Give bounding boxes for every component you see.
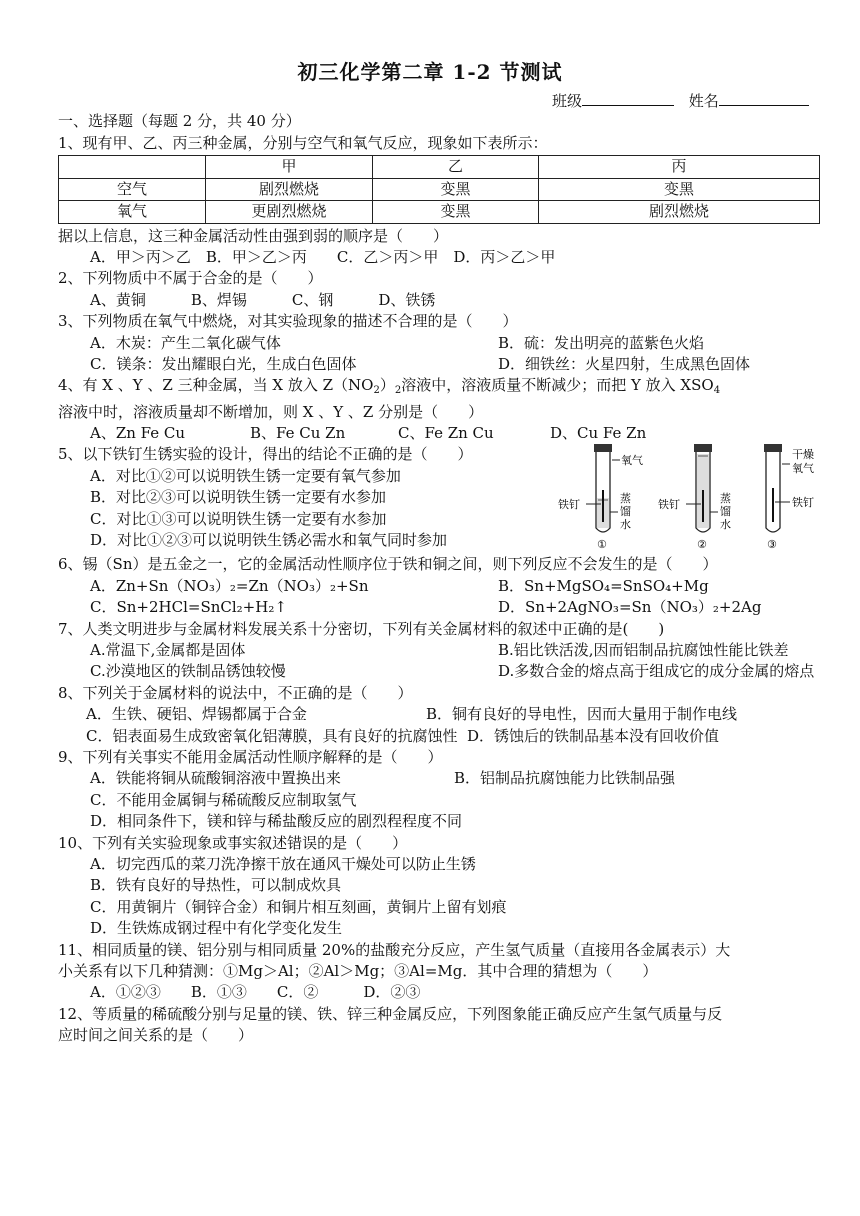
q3-option-b: B．硫：发出明亮的蓝紫色火焰 xyxy=(498,333,705,352)
q4-stem-part2: ） xyxy=(379,376,395,395)
q2-options: A、黄铜 B、焊锡 C、钢 D、铁锈 xyxy=(90,290,436,309)
q7-option-b: B.铝比铁活泼,因而铝制品抗腐蚀性能比铁差 xyxy=(498,640,789,659)
q5-option-b: B．对比②③可以说明铁生锈一定要有水参加 xyxy=(90,488,387,507)
table-cell: 变黑 xyxy=(373,201,539,223)
q5-option-a: A．对比①②可以说明铁生锈一定要有氧气参加 xyxy=(90,466,401,485)
table-cell: 剧烈燃烧 xyxy=(539,201,820,223)
q3-stem: 3、下列物质在氧气中燃烧，对其实验现象的描述不合理的是（ ） xyxy=(58,312,518,331)
q3-options-row1 xyxy=(58,333,828,354)
table-cell: 乙 xyxy=(373,156,539,178)
q8-stem: 8、下列关于金属材料的说法中，不正确的是（ ） xyxy=(58,683,413,702)
q8-options-row2 xyxy=(58,726,828,747)
q7-options-row2 xyxy=(58,661,828,682)
q8-options-row1 xyxy=(58,704,828,725)
q10-stem: 10、下列有关实验现象或事实叙述错误的是（ ） xyxy=(58,833,408,852)
q5-block xyxy=(58,444,828,554)
table-cell: 丙 xyxy=(539,156,820,178)
label-nail-1: 铁钉 xyxy=(558,498,580,512)
q9-option-b: B．铝制品抗腐蚀能力比铁制品强 xyxy=(454,769,676,788)
q6-option-a: A．Zn+Sn（NO₃）₂=Zn（NO₃）₂+Sn xyxy=(90,576,369,595)
table-row xyxy=(59,201,820,223)
label-nail-3: 铁钉 xyxy=(792,496,814,510)
q10-option-a: A．切完西瓜的菜刀洗净擦干放在通风干燥处可以防止生锈 xyxy=(90,854,476,873)
rust-experiment-figure xyxy=(558,440,828,552)
q10-option-c: C．用黄铜片（铜锌合金）和铜片相互刻画，黄铜片上留有划痕 xyxy=(90,897,507,916)
label-water-2b: 馏 xyxy=(720,505,731,519)
q7-option-c: C.沙漠地区的铁制品锈蚀较慢 xyxy=(90,662,286,681)
q9-option-c: C．不能用金属铜与稀硫酸反应制取氢气 xyxy=(90,790,357,809)
q9-option-d: D．相同条件下，镁和锌与稀盐酸反应的剧烈程程度不同 xyxy=(90,812,463,831)
name-blank[interactable] xyxy=(719,91,809,106)
label-water-1c: 水 xyxy=(620,518,631,532)
q12-stem-line2: 应时间之间关系的是（ ） xyxy=(58,1026,254,1045)
q4-option-c: C、Fe Zn Cu xyxy=(398,424,494,443)
q3-option-a: A．木炭：产生二氧化碳气体 xyxy=(90,333,281,352)
q5-option-d: D．对比①②③可以说明铁生锈必需水和氧气同时参加 xyxy=(90,530,448,549)
q11-stem-line1: 11、相同质量的镁、铝分别与相同质量 20%的盐酸充分反应，产生氢气质量（直接用各金属表示）大 xyxy=(58,940,731,959)
student-info xyxy=(552,90,809,111)
test-tube-3 xyxy=(764,444,814,551)
q8-option-b: B．铜有良好的导电性，因而大量用于制作电线 xyxy=(426,705,738,724)
q2-stem: 2、下列物质中不属于合金的是（ ） xyxy=(58,269,323,288)
q1-options: A．甲＞丙＞乙 B．甲＞乙＞丙 C．乙＞丙＞甲 D．丙＞乙＞甲 xyxy=(90,248,556,267)
q4-stem-line1: 4、有 X 、Y 、Z 三种金属，当 X 放入 $Z(NO_2)_2$溶液中，溶液质量不断减少；而把 Y 放入 $XSO_4$ xyxy=(58,376,721,397)
name-label: 姓名 xyxy=(688,92,719,110)
q10-option-b: B．铁有良好的导热性，可以制成炊具 xyxy=(90,876,342,895)
table-cell: 空气 xyxy=(59,178,206,200)
q4-stem-part1: 4、有 X 、Y 、Z 三种金属，当 X 放入 Z（NO xyxy=(58,376,374,395)
q1-table xyxy=(58,155,820,223)
q4-stem-part3: 溶液中，溶液质量不断减少；而把 Y 放入 XSO xyxy=(401,376,714,395)
q6-option-d: D．Sn+2AgNO₃=Sn（NO₃）₂+2Ag xyxy=(498,598,762,617)
class-blank[interactable] xyxy=(582,91,674,106)
q4-stem-line2: 溶液中时，溶液质量却不断增加，则 X 、Y 、Z 分别是（ ） xyxy=(58,402,484,421)
label-dry-1: 干燥 xyxy=(792,448,814,462)
q4-option-d: D、Cu Fe Zn xyxy=(550,424,647,443)
q11-stem-line2: 小关系有以下几种猜测：①Mg＞Al；②Al＞Mg；③Al=Mg．其中合理的猜想为（ ） xyxy=(58,962,658,980)
class-label: 班级 xyxy=(552,92,583,110)
q8-option-c: C．铝表面易生成致密氧化铝薄膜，具有良好的抗腐蚀性 xyxy=(86,726,458,745)
q7-option-d: D.多数合金的熔点高于组成它的成分金属的熔点 xyxy=(498,662,815,681)
q7-options-row1 xyxy=(58,640,828,661)
section-heading: 一、选择题（每题 2 分，共 40 分） xyxy=(58,112,301,130)
q6-options-row2 xyxy=(58,597,828,618)
q3-option-d: D．细铁丝：火星四射，生成黑色固体 xyxy=(498,355,751,374)
label-tube-3: ③ xyxy=(767,538,777,552)
table-row xyxy=(59,178,820,200)
q1-ask: 据以上信息，这三种金属活动性由强到弱的顺序是（ ） xyxy=(58,226,449,245)
table-cell: 变黑 xyxy=(539,178,820,200)
q6-option-b: B．Sn+MgSO₄=SnSO₄+Mg xyxy=(498,576,709,595)
q9-option-a: A．铁能将铜从硫酸铜溶液中置换出来 xyxy=(90,769,341,788)
label-tube-2: ② xyxy=(697,538,707,552)
table-cell xyxy=(59,156,206,178)
q12-stem-line1: 12、等质量的稀硫酸分别与足量的镁、铁、锌三种金属反应，下列图象能正确反应产生氢气质量与反 xyxy=(58,1004,723,1023)
label-tube-1: ① xyxy=(597,538,607,552)
q4-option-b: B、Fe Cu Zn xyxy=(250,424,346,443)
label-dry-2: 氧气 xyxy=(792,462,814,476)
q1-stem: 1、现有甲、乙、丙三种金属，分别与空气和氧气反应，现象如下表所示： xyxy=(58,134,548,152)
q4-option-a: A、Zn Fe Cu xyxy=(90,424,186,443)
table-cell: 变黑 xyxy=(373,178,539,200)
test-tube-2 xyxy=(658,444,731,551)
q11-options: A．①②③ B．①③ C．② D．②③ xyxy=(90,983,421,1002)
table-cell: 更剧烈燃烧 xyxy=(206,201,373,223)
q3-options-row2 xyxy=(58,354,828,375)
label-water-1a: 蒸 xyxy=(620,492,631,506)
q3-option-c: C．镁条：发出耀眼白光，生成白色固体 xyxy=(90,355,357,374)
label-nail-2: 铁钉 xyxy=(658,498,680,512)
questions xyxy=(58,133,828,1047)
q6-option-c: C．Sn+2HCl=SnCl₂+H₂↑ xyxy=(90,598,287,617)
q8-option-d: D．锈蚀后的铁制品基本没有回收价值 xyxy=(467,726,720,745)
label-oxygen: 氧气 xyxy=(621,454,643,468)
q9-stem: 9、下列有关事实不能用金属活动性顺序解释的是（ ） xyxy=(58,747,443,766)
q5-stem: 5、以下铁钉生锈实验的设计，得出的结论不正确的是（ ） xyxy=(58,445,473,464)
test-tube-1 xyxy=(558,444,643,551)
q6-options-row1 xyxy=(58,576,828,597)
label-water-2a: 蒸 xyxy=(720,492,731,506)
q6-stem: 6、锡（Sn）是五金之一，它的金属活动性顺序位于铁和铜之间，则下列反应不会发生的是（ ） xyxy=(58,555,718,574)
q9-options-row1 xyxy=(58,768,828,789)
table-cell: 氧气 xyxy=(59,201,206,223)
q5-option-c: C．对比①③可以说明铁生锈一定要有水参加 xyxy=(90,509,387,528)
q8-option-a: A．生铁、硬铝、焊锡都属于合金 xyxy=(86,705,307,724)
q7-stem: 7、人类文明进步与金属材料发展关系十分密切，下列有关金属材料的叙述中正确的是( ) xyxy=(58,619,665,638)
label-water-1b: 馏 xyxy=(620,505,631,519)
table-row xyxy=(59,156,820,178)
table-cell: 剧烈燃烧 xyxy=(206,178,373,200)
table-cell: 甲 xyxy=(206,156,373,178)
page-title: 初三化学第二章 1-2 节测试 xyxy=(297,60,563,84)
q7-option-a: A.常温下,金属都是固体 xyxy=(90,640,246,659)
q10-option-d: D．生铁炼成钢过程中有化学变化发生 xyxy=(90,919,343,938)
label-water-2c: 水 xyxy=(720,518,731,532)
